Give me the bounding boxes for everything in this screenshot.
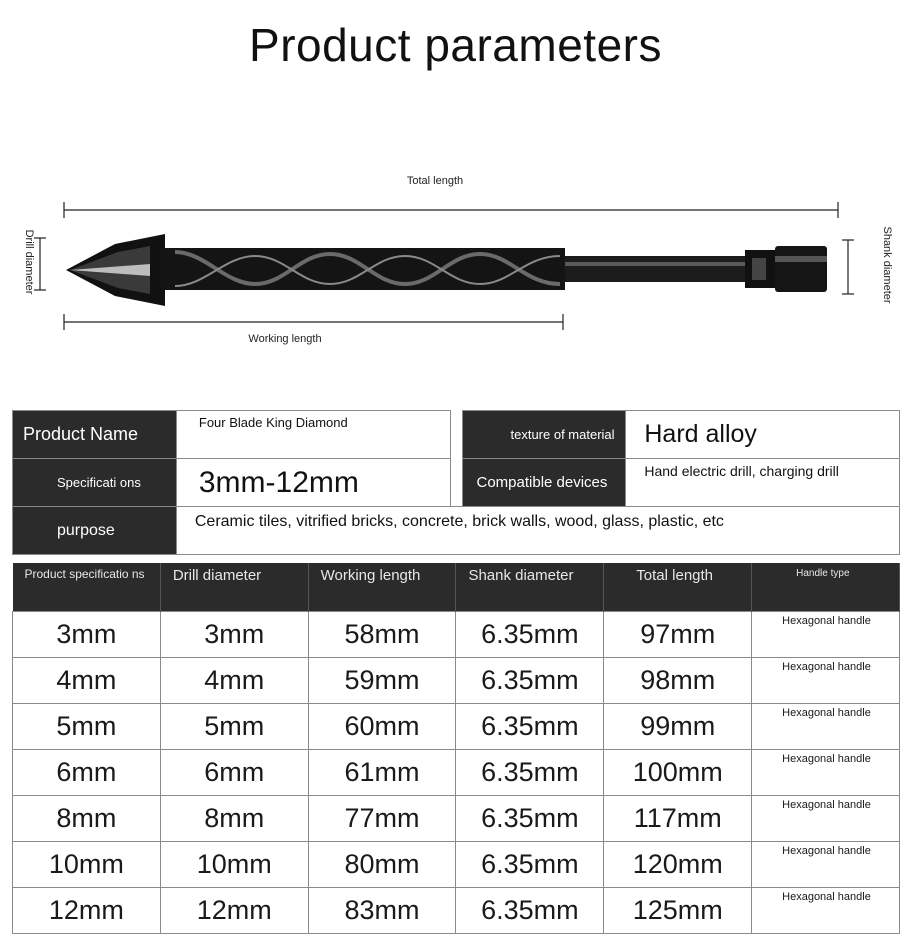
cell-drill-diameter: 6mm	[160, 750, 308, 796]
cell-total-length: 99mm	[604, 704, 752, 750]
cell-total-length: 98mm	[604, 658, 752, 704]
cell-shank-diameter: 6.35mm	[456, 658, 604, 704]
cell-working-length: 58mm	[308, 612, 456, 658]
cell-drill-diameter: 10mm	[160, 842, 308, 888]
purpose-value: Ceramic tiles, vitrified bricks, concrete, brick walls, wood, glass, plastic, etc	[176, 507, 899, 555]
texture-label: texture of material	[462, 411, 626, 459]
cell-shank-diameter: 6.35mm	[456, 796, 604, 842]
cell-working-length: 83mm	[308, 888, 456, 934]
product-name-label: Product Name	[13, 411, 177, 459]
cell-handle-type: Hexagonal handle	[752, 888, 900, 934]
header-shank-diameter: Shank diameter	[456, 563, 604, 612]
cell-total-length: 97mm	[604, 612, 752, 658]
purpose-label: purpose	[13, 507, 177, 555]
cell-spec: 10mm	[13, 842, 161, 888]
table-row	[13, 612, 900, 658]
cell-working-length: 59mm	[308, 658, 456, 704]
cell-drill-diameter: 5mm	[160, 704, 308, 750]
specifications-label: Specificati ons	[13, 459, 177, 507]
cell-drill-diameter: 12mm	[160, 888, 308, 934]
drill-bit-icon	[66, 234, 827, 306]
cell-shank-diameter: 6.35mm	[456, 750, 604, 796]
specifications-value: 3mm-12mm	[176, 459, 450, 507]
cell-spec: 8mm	[13, 796, 161, 842]
cell-handle-type: Hexagonal handle	[752, 658, 900, 704]
spec-table	[12, 410, 900, 555]
compatible-label: Compatible devices	[462, 459, 626, 507]
header-handle-type: Handle type	[752, 563, 900, 612]
page-title: Product parameters	[249, 19, 662, 71]
cell-drill-diameter: 8mm	[160, 796, 308, 842]
cell-spec: 5mm	[13, 704, 161, 750]
cell-shank-diameter: 6.35mm	[456, 888, 604, 934]
cell-drill-diameter: 4mm	[160, 658, 308, 704]
cell-total-length: 117mm	[604, 796, 752, 842]
table-row	[13, 750, 900, 796]
compatible-value: Hand electric drill, charging drill	[626, 459, 900, 507]
cell-working-length: 60mm	[308, 704, 456, 750]
parameters-table	[12, 563, 900, 934]
working-length-label: Working length	[248, 333, 322, 345]
cell-total-length: 100mm	[604, 750, 752, 796]
table-row	[13, 842, 900, 888]
texture-value: Hard alloy	[626, 411, 900, 459]
cell-spec: 4mm	[13, 658, 161, 704]
cell-handle-type: Hexagonal handle	[752, 842, 900, 888]
header-total-length: Total length	[604, 563, 752, 612]
cell-total-length: 120mm	[604, 842, 752, 888]
cell-working-length: 80mm	[308, 842, 456, 888]
drill-bit-diagram	[0, 160, 911, 360]
header-working-length: Working length	[308, 563, 456, 612]
header-product-specifications: Product specificatio ns	[13, 563, 161, 612]
cell-shank-diameter: 6.35mm	[456, 842, 604, 888]
cell-drill-diameter: 3mm	[160, 612, 308, 658]
cell-handle-type: Hexagonal handle	[752, 612, 900, 658]
product-name-value: Four Blade King Diamond	[176, 411, 450, 459]
cell-handle-type: Hexagonal handle	[752, 750, 900, 796]
drill-diameter-label: Drill diameter	[23, 229, 35, 295]
cell-handle-type: Hexagonal handle	[752, 796, 900, 842]
parameters-header-row	[13, 563, 900, 612]
table-row	[13, 704, 900, 750]
cell-spec: 3mm	[13, 612, 161, 658]
shank-diameter-label: Shank diameter	[881, 226, 893, 304]
cell-shank-diameter: 6.35mm	[456, 612, 604, 658]
cell-spec: 12mm	[13, 888, 161, 934]
cell-spec: 6mm	[13, 750, 161, 796]
cell-total-length: 125mm	[604, 888, 752, 934]
cell-handle-type: Hexagonal handle	[752, 704, 900, 750]
total-length-label: Total length	[406, 175, 464, 187]
cell-shank-diameter: 6.35mm	[456, 704, 604, 750]
header-drill-diameter: Drill diameter	[160, 563, 308, 612]
table-row	[13, 658, 900, 704]
table-row	[13, 796, 900, 842]
cell-working-length: 77mm	[308, 796, 456, 842]
cell-working-length: 61mm	[308, 750, 456, 796]
